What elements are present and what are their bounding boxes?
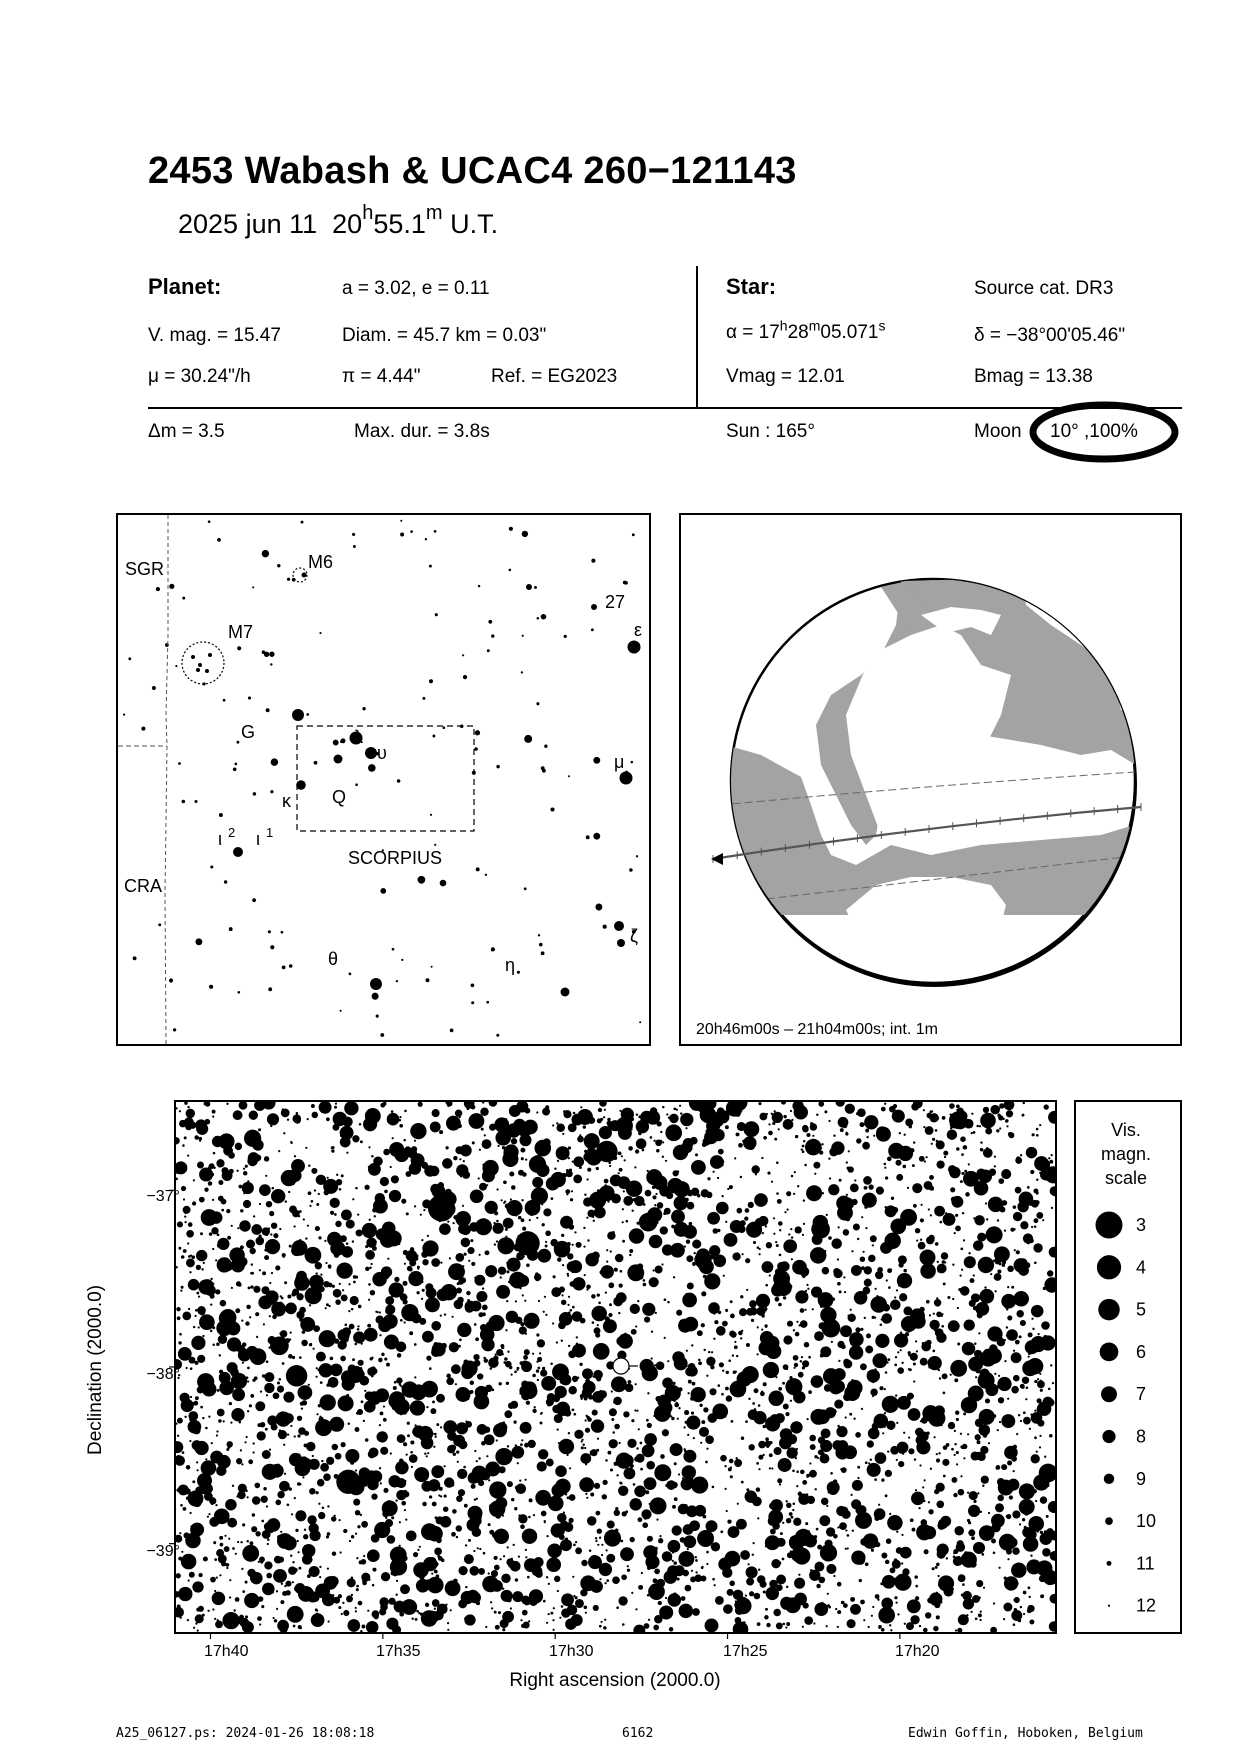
finder-star [182,800,186,804]
detail-chart-axes [80,1100,1180,1690]
finder-star [496,1034,499,1037]
finder-star [340,1010,342,1012]
finder-star [486,1001,489,1004]
legend-mag-label: 6 [1136,1341,1147,1362]
finder-star [268,930,271,933]
planet-vmag: V. mag. = 15.47 [148,325,281,346]
legend-dot [1098,1299,1119,1320]
label-upsilon: υ [377,743,387,763]
finder-star [175,665,177,667]
finder-star [476,867,480,871]
finder-star [521,671,523,673]
legend-dot [1101,1386,1117,1402]
finder-star [591,628,594,631]
label-iota1-sup: 1 [266,825,274,840]
footer-page-id: 6162 [622,1726,654,1741]
finder-star [365,747,377,759]
finder-star [396,980,398,982]
finder-star [270,663,272,665]
finder-star [440,880,447,887]
legend-dot [1105,1517,1113,1525]
legend-dot [1100,1343,1119,1362]
finder-chart [116,513,651,1046]
sun-elongation: Sun : 165° [726,421,815,442]
max-duration: Max. dur. = 3.8s [354,421,490,442]
legend-mag-label: 12 [1136,1595,1157,1616]
moon-highlight-ellipse [1028,400,1180,464]
label-sgr: SGR [125,559,165,579]
finder-star [542,769,546,773]
finder-star [306,713,309,716]
finder-star [591,559,595,563]
finder-star [593,833,600,840]
finder-star [524,887,527,890]
finder-star [538,934,540,936]
finder-star [224,880,227,883]
finder-star [194,800,197,803]
finder-star [268,987,272,991]
finder-star [524,735,532,743]
finder-star [539,943,543,947]
finder-star [522,531,528,537]
finder-star [341,738,346,743]
finder-star [400,520,402,522]
finder-star [236,741,239,744]
finder-star [491,947,495,951]
finder-star [471,983,475,987]
finder-star [252,898,256,902]
finder-star [370,978,382,990]
star-declination: δ = −38°00'05.46" [974,325,1126,346]
finder-star [353,545,356,548]
table-rule [148,407,1182,409]
x-tick-label: 17h20 [895,1643,940,1660]
y-tick-label: −39° [146,1543,180,1560]
x-tick-label: 17h40 [204,1643,249,1660]
finder-star [628,641,641,654]
finder-star [593,757,600,764]
finder-star [319,632,321,634]
finder-star [372,993,379,1000]
magnitude-drop: Δm = 3.5 [148,421,225,442]
finder-star [123,713,125,715]
finder-star [617,939,625,947]
label-scorpius: SCORPIUS [348,848,443,868]
legend-dot [1104,1474,1114,1484]
star-heading: Star: [726,274,777,299]
label-theta: θ [328,949,339,969]
finder-star [301,521,304,524]
finder-star [205,669,209,673]
finder-star [541,614,547,620]
finder-star [537,617,540,620]
moon-label: Moon [974,421,1022,442]
finder-star [141,727,145,731]
finder-star [182,597,185,600]
finder-star [270,945,274,949]
event-datetime [178,202,499,240]
finder-star [253,792,257,796]
finder-star [392,948,395,951]
finder-star [277,564,280,567]
finder-star [526,584,532,590]
finder-star [208,653,212,657]
finder-star [355,783,358,786]
finder-star [196,668,200,672]
legend-dot [1097,1255,1121,1279]
finder-star [368,764,376,772]
planet-motion: μ = 30.24"/h [148,366,251,387]
y-axis-label: Declination (2000.0) [85,1284,106,1456]
finder-star [432,735,435,738]
finder-star [625,771,628,774]
page-title: 2453 Wabash & UCAC4 260−121143 [148,150,797,192]
hour-unit: h [362,202,374,224]
finder-star [362,707,365,710]
finder-star [169,584,174,589]
finder-star [623,581,627,585]
finder-star [629,868,633,872]
finder-star [397,779,401,783]
finder-star [426,978,430,982]
finder-star [209,985,213,989]
finder-star [478,585,480,587]
legend-title: scale [1104,1168,1148,1188]
finder-star [509,527,513,531]
finder-star [210,865,213,868]
legend-mag-label: 7 [1136,1384,1147,1405]
star-source-catalog: Source cat. DR3 [974,278,1114,299]
finder-star [429,679,433,683]
finder-star [536,702,539,705]
legend-title: magn. [1100,1144,1152,1164]
finder-star [238,991,241,994]
finder-star [302,573,307,578]
legend-mag-label: 4 [1136,1257,1147,1278]
finder-star [568,775,570,777]
finder-star [410,530,413,533]
label-m7: M7 [228,622,254,642]
finder-star [591,604,597,610]
minute-unit: m [425,202,443,224]
time-scale: U.T. [450,209,499,239]
finder-star [434,844,436,846]
finder-star [422,697,425,700]
finder-star [471,1001,474,1004]
finder-star [198,663,202,667]
finder-star [266,708,270,712]
finder-star [223,699,226,702]
finder-star [133,956,137,960]
legend-mag-label: 9 [1136,1468,1147,1489]
footer-file-info: A25_06127.ps: 2024-01-26 18:08:18 [116,1726,375,1741]
finder-star [269,652,274,657]
finder-star [561,988,570,997]
finder-star [586,835,590,839]
legend-items [1096,1212,1157,1616]
x-tick-label: 17h30 [549,1643,594,1660]
finder-star [262,550,269,557]
finder-star [376,1015,379,1018]
label-eta: η [505,955,516,975]
label-iota2: ι [218,829,222,849]
planet-parallax: π = 4.44" [342,366,421,387]
finder-star [639,1021,641,1023]
finder-star [169,978,173,982]
globe-time-range: 20h46m00s – 21h04m00s; int. 1m [696,1021,938,1038]
finder-star [252,586,254,588]
x-tick-label: 17h25 [723,1643,768,1660]
finder-star [156,587,160,591]
finder-star [491,634,494,637]
path-direction-arrow [711,853,723,865]
finder-star [595,904,602,911]
legend-mag-label: 10 [1136,1511,1157,1532]
x-axis-label: Right ascension (2000.0) [509,1670,721,1690]
finder-star [270,790,273,793]
finder-star [191,655,195,659]
finder-star [429,565,432,568]
finder-star [292,709,304,721]
finder-star [234,763,237,766]
finder-star [425,538,427,540]
legend-dot [1107,1561,1112,1566]
finder-star [400,533,404,537]
legend-dot [1108,1605,1110,1607]
label-mu: μ [614,752,625,772]
label-iota1: ι [256,829,260,849]
finder-star [219,813,223,817]
finder-star [287,578,290,581]
finder-star [195,938,202,945]
star-right-ascension: $\alpha = 17^h28^m05.071^s$ [726,317,886,343]
finder-star [281,931,284,934]
finder-star [443,726,446,729]
planet-heading: Planet: [148,274,222,299]
finder-star [522,635,524,637]
finder-star [418,876,426,884]
finder-star [237,646,241,650]
finder-star [282,966,286,970]
finder-star [233,847,243,857]
finder-star [632,533,635,536]
label-zeta: ζ [630,926,638,946]
finder-star [262,650,266,654]
finder-star [544,745,547,748]
label-kappa: κ [282,791,291,811]
finder-star [271,758,279,766]
table-divider [696,266,698,408]
finder-star [430,814,432,816]
finder-star [485,874,487,876]
finder-star [509,569,512,572]
finder-star [178,762,181,765]
axis-ticks [169,1190,900,1639]
finder-star [550,807,554,811]
finder-star [487,649,490,652]
finder-star [462,654,464,656]
moon-value: 10° ,100% [1050,421,1138,442]
finder-star [314,761,318,765]
finder-star [233,767,237,771]
finder-star [152,686,156,690]
finder-star [128,657,131,660]
finder-star [435,613,438,616]
cluster-m7-outline [182,642,224,684]
label-27: 27 [605,592,626,612]
finder-star [334,755,343,764]
planet-orbit: a = 3.02, e = 0.11 [342,278,490,299]
label-cra: CRA [124,876,163,896]
finder-star [208,520,211,523]
legend-mag-label: 5 [1136,1299,1147,1320]
legend-dot [1096,1212,1123,1239]
label-m6: M6 [308,552,334,572]
event-minute: 55.1 [373,209,426,239]
finder-star [631,761,634,764]
planet-reference: Ref. = EG2023 [491,366,618,387]
finder-star [564,635,567,638]
finder-star [463,675,467,679]
finder-star-field [123,520,641,1044]
legend-mag-label: 11 [1136,1553,1155,1574]
finder-star [173,1028,176,1031]
finder-star [296,780,306,790]
earth-globe-canvas [681,515,1180,1044]
finder-star [434,530,437,533]
legend-mag-label: 3 [1136,1215,1147,1235]
finder-star [496,765,499,768]
event-hour: 20 [332,209,363,239]
finder-star [636,855,638,857]
finder-star [603,925,607,929]
label-lambda: λ [354,727,363,747]
label-g: G [241,722,256,742]
finder-star [475,730,480,735]
planet-diameter: Diam. = 45.7 km = 0.03" [342,325,547,346]
finder-star [474,747,478,751]
finder-star [380,1033,384,1037]
magnitude-legend [1074,1100,1182,1634]
label-q: Q [332,787,347,807]
event-date: 2025 jun 11 [178,209,318,239]
finder-star [333,740,339,746]
legend-mag-label: 8 [1136,1426,1147,1447]
constellation-boundary [165,515,168,1044]
legend-dot [1102,1430,1115,1443]
finder-star [352,533,355,536]
finder-chart-canvas [118,515,649,1044]
detail-area-box [297,726,474,831]
finder-star [289,964,293,968]
legend-canvas [1076,1102,1180,1632]
finder-star [614,921,624,931]
finder-star [450,1029,454,1033]
finder-star [248,696,251,699]
finder-star [349,973,352,976]
footer-author: Edwin Goffin, Hoboken, Belgium [908,1726,1143,1741]
label-epsilon: ε [634,620,643,640]
finder-star [217,538,221,542]
finder-star [380,888,386,894]
finder-star [541,951,545,955]
y-tick-label: −37° [146,1188,180,1205]
x-tick-label: 17h35 [376,1643,421,1660]
star-vmag: Vmag = 12.01 [726,366,845,387]
earth-globe-panel [679,513,1182,1046]
legend-title: Vis. [1111,1120,1141,1140]
star-bmag: Bmag = 13.38 [974,366,1093,387]
finder-star [401,959,403,961]
finder-star [517,971,520,974]
label-iota2-sup: 2 [228,825,236,840]
finder-star [158,923,161,926]
finder-star [229,927,233,931]
y-tick-label: −38° [146,1366,180,1383]
finder-star [488,620,492,624]
finder-star [431,966,433,968]
finder-star [534,586,537,589]
